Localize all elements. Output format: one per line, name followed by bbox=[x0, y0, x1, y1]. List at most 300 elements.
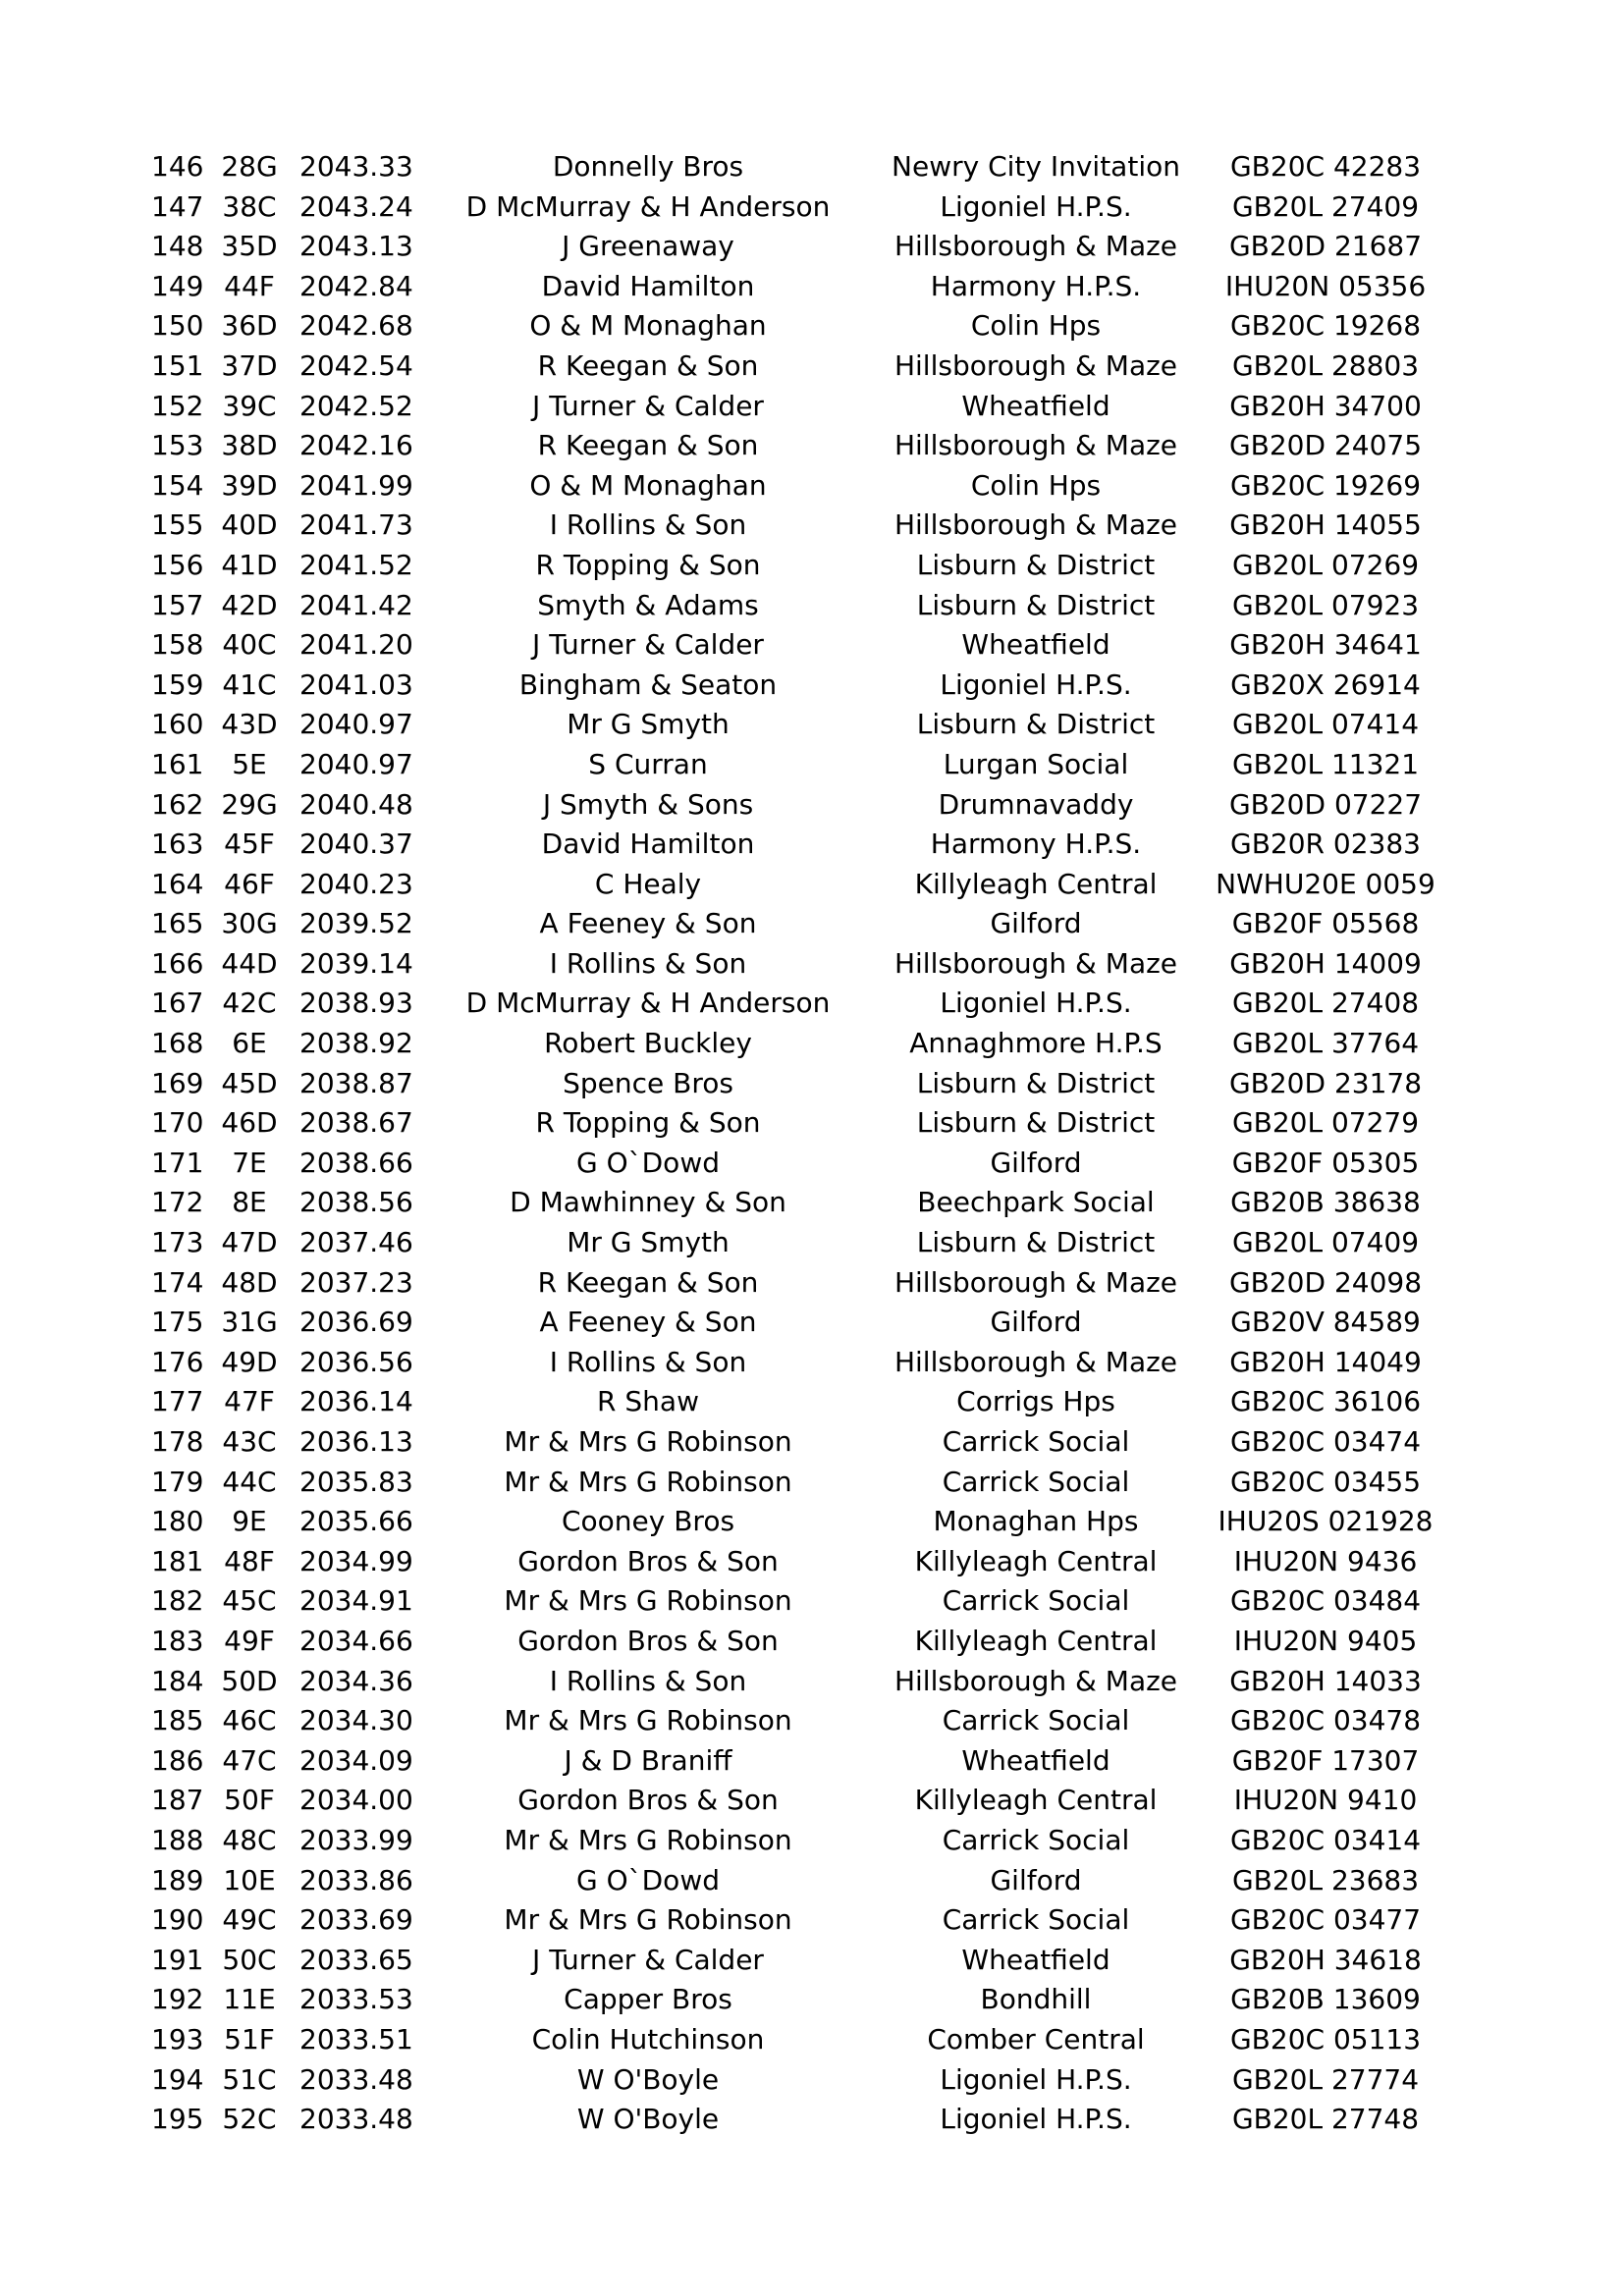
name-cell: Mr G Smyth bbox=[567, 1226, 730, 1259]
position-cell: 192 bbox=[151, 1983, 204, 2016]
table-row bbox=[137, 227, 1423, 267]
club-cell: Lisburn & District bbox=[916, 548, 1156, 581]
position-cell: 174 bbox=[151, 1265, 204, 1299]
table-row bbox=[137, 1183, 1421, 1223]
table-row bbox=[137, 1223, 1420, 1263]
ring-cell: GB20L 27408 bbox=[1231, 987, 1420, 1020]
club-cell: Lisburn & District bbox=[916, 1106, 1156, 1140]
name-cell: A Feeney & Son bbox=[539, 907, 757, 940]
club-cell: Lisburn & District bbox=[916, 1066, 1156, 1099]
club-cell: Lisburn & District bbox=[916, 1226, 1156, 1259]
position-cell: 193 bbox=[151, 2022, 204, 2056]
name-cell: Donnelly Bros bbox=[552, 150, 744, 183]
velocity-cell: 2033.48 bbox=[299, 2103, 413, 2136]
velocity-cell: 2036.14 bbox=[299, 1385, 413, 1418]
velocity-cell: 2035.66 bbox=[299, 1505, 413, 1538]
position-cell: 177 bbox=[151, 1385, 204, 1418]
ring-cell: GB20H 14049 bbox=[1229, 1345, 1422, 1378]
club-cell: Harmony H.P.S. bbox=[930, 269, 1142, 302]
table-row bbox=[137, 1382, 1422, 1422]
club-cell: Killyleagh Central bbox=[914, 1544, 1158, 1577]
ring-cell: GB20B 13609 bbox=[1230, 1983, 1421, 2016]
ring-cell: GB20H 14009 bbox=[1229, 946, 1422, 980]
ring-cell: GB20C 03477 bbox=[1229, 1903, 1422, 1937]
club-cell: Hillsborough & Maze bbox=[893, 1265, 1178, 1299]
table-row bbox=[137, 1303, 1421, 1343]
position-cell: 161 bbox=[151, 747, 204, 780]
club-cell: Hillsborough & Maze bbox=[893, 508, 1178, 542]
table-row bbox=[137, 2020, 1422, 2060]
table-row bbox=[137, 944, 1422, 985]
velocity-cell: 2043.13 bbox=[299, 230, 413, 263]
pen-cell: 6E bbox=[232, 1027, 267, 1060]
velocity-cell: 2041.52 bbox=[299, 548, 413, 581]
name-cell: J & D Braniff bbox=[564, 1743, 732, 1777]
pen-cell: 47C bbox=[222, 1743, 277, 1777]
position-cell: 195 bbox=[151, 2103, 204, 2136]
name-cell: O & M Monaghan bbox=[529, 468, 767, 502]
club-cell: Ligoniel H.P.S. bbox=[940, 2103, 1132, 2136]
velocity-cell: 2041.42 bbox=[299, 588, 413, 621]
velocity-cell: 2034.91 bbox=[299, 1584, 413, 1618]
name-cell: David Hamilton bbox=[541, 269, 755, 302]
table-row bbox=[137, 1502, 1434, 1542]
table-row bbox=[137, 1861, 1420, 1901]
pen-cell: 48D bbox=[221, 1265, 278, 1299]
pen-cell: 42C bbox=[222, 987, 277, 1020]
velocity-cell: 2042.16 bbox=[299, 429, 413, 462]
pen-cell: 48F bbox=[224, 1544, 275, 1577]
name-cell: Gordon Bros & Son bbox=[517, 1544, 779, 1577]
club-cell: Hillsborough & Maze bbox=[893, 1664, 1178, 1697]
pen-cell: 37D bbox=[221, 348, 278, 382]
velocity-cell: 2035.83 bbox=[299, 1465, 413, 1498]
ring-cell: GB20C 42283 bbox=[1229, 150, 1422, 183]
ring-cell: GB20L 37764 bbox=[1231, 1027, 1420, 1060]
club-cell: Wheatfield bbox=[961, 628, 1110, 662]
ring-cell: GB20C 05113 bbox=[1229, 2022, 1422, 2056]
position-cell: 146 bbox=[151, 150, 204, 183]
velocity-cell: 2036.13 bbox=[299, 1425, 413, 1458]
ring-cell: GB20D 21687 bbox=[1228, 230, 1423, 263]
name-cell: I Rollins & Son bbox=[549, 1345, 747, 1378]
ring-cell: IHU20N 9436 bbox=[1233, 1544, 1418, 1577]
table-row bbox=[137, 1900, 1422, 1941]
ring-cell: GB20F 17307 bbox=[1231, 1743, 1420, 1777]
table-row bbox=[137, 984, 1420, 1024]
velocity-cell: 2038.93 bbox=[299, 987, 413, 1020]
ring-cell: GB20L 07923 bbox=[1231, 588, 1420, 621]
ring-cell: NWHU20E 0059 bbox=[1216, 867, 1435, 900]
pen-cell: 36D bbox=[221, 309, 278, 343]
position-cell: 172 bbox=[151, 1186, 204, 1219]
ring-cell: GB20H 34618 bbox=[1229, 1943, 1422, 1976]
position-cell: 188 bbox=[151, 1823, 204, 1856]
table-row bbox=[137, 2100, 1420, 2140]
velocity-cell: 2042.54 bbox=[299, 348, 413, 382]
velocity-cell: 2037.23 bbox=[299, 1265, 413, 1299]
position-cell: 194 bbox=[151, 2062, 204, 2096]
pen-cell: 39C bbox=[222, 389, 277, 422]
velocity-cell: 2043.33 bbox=[299, 150, 413, 183]
name-cell: D Mawhinney & Son bbox=[510, 1186, 786, 1219]
velocity-cell: 2039.14 bbox=[299, 946, 413, 980]
name-cell: W O'Boyle bbox=[576, 2103, 720, 2136]
club-cell: Carrick Social bbox=[942, 1823, 1130, 1856]
club-cell: Ligoniel H.P.S. bbox=[940, 987, 1132, 1020]
ring-cell: GB20V 84589 bbox=[1230, 1306, 1421, 1339]
position-cell: 170 bbox=[151, 1106, 204, 1140]
velocity-cell: 2033.51 bbox=[299, 2022, 413, 2056]
table-row bbox=[137, 1581, 1422, 1622]
club-cell: Killyleagh Central bbox=[914, 867, 1158, 900]
table-row bbox=[137, 347, 1420, 387]
ring-cell: GB20C 36106 bbox=[1229, 1385, 1422, 1418]
velocity-cell: 2042.84 bbox=[299, 269, 413, 302]
club-cell: Wheatfield bbox=[961, 389, 1110, 422]
velocity-cell: 2040.97 bbox=[299, 747, 413, 780]
name-cell: R Keegan & Son bbox=[537, 348, 759, 382]
table-row bbox=[137, 1463, 1422, 1503]
name-cell: G O`Dowd bbox=[575, 1146, 720, 1179]
pen-cell: 43D bbox=[221, 708, 278, 741]
position-cell: 160 bbox=[151, 708, 204, 741]
pen-cell: 30G bbox=[221, 907, 278, 940]
position-cell: 187 bbox=[151, 1784, 204, 1817]
pen-cell: 29G bbox=[221, 787, 278, 821]
ring-cell: GB20C 19269 bbox=[1229, 468, 1422, 502]
pen-cell: 7E bbox=[232, 1146, 267, 1179]
club-cell: Ligoniel H.P.S. bbox=[940, 667, 1132, 701]
pen-cell: 38C bbox=[222, 189, 277, 223]
table-row bbox=[137, 1662, 1422, 1702]
club-cell: Gilford bbox=[990, 1146, 1082, 1179]
pen-cell: 46D bbox=[221, 1106, 278, 1140]
pen-cell: 43C bbox=[222, 1425, 277, 1458]
table-row bbox=[137, 904, 1420, 944]
club-cell: Hillsborough & Maze bbox=[893, 230, 1178, 263]
position-cell: 151 bbox=[151, 348, 204, 382]
ring-cell: GB20D 07227 bbox=[1228, 787, 1423, 821]
velocity-cell: 2038.66 bbox=[299, 1146, 413, 1179]
velocity-cell: 2041.73 bbox=[299, 508, 413, 542]
table-row bbox=[137, 1064, 1423, 1104]
position-cell: 183 bbox=[151, 1624, 204, 1657]
name-cell: G O`Dowd bbox=[575, 1863, 720, 1896]
name-cell: J Greenaway bbox=[562, 230, 734, 263]
name-cell: Smyth & Adams bbox=[537, 588, 759, 621]
velocity-cell: 2041.03 bbox=[299, 667, 413, 701]
velocity-cell: 2034.30 bbox=[299, 1704, 413, 1737]
pen-cell: 46C bbox=[222, 1704, 277, 1737]
name-cell: Robert Buckley bbox=[544, 1027, 752, 1060]
position-cell: 191 bbox=[151, 1943, 204, 1976]
club-cell: Ligoniel H.P.S. bbox=[940, 2062, 1132, 2096]
position-cell: 173 bbox=[151, 1226, 204, 1259]
name-cell: Bingham & Seaton bbox=[518, 667, 778, 701]
name-cell: D McMurray & H Anderson bbox=[465, 189, 831, 223]
velocity-cell: 2037.46 bbox=[299, 1226, 413, 1259]
ring-cell: GB20L 23683 bbox=[1231, 1863, 1420, 1896]
velocity-cell: 2042.52 bbox=[299, 389, 413, 422]
table-row bbox=[137, 1024, 1420, 1064]
name-cell: S Curran bbox=[588, 747, 708, 780]
table-row bbox=[137, 426, 1423, 466]
position-cell: 164 bbox=[151, 867, 204, 900]
pen-cell: 42D bbox=[221, 588, 278, 621]
ring-cell: GB20D 23178 bbox=[1228, 1066, 1423, 1099]
pen-cell: 41C bbox=[222, 667, 277, 701]
table-row bbox=[137, 1263, 1423, 1304]
velocity-cell: 2040.23 bbox=[299, 867, 413, 900]
position-cell: 150 bbox=[151, 309, 204, 343]
pen-cell: 46F bbox=[224, 867, 275, 900]
pen-cell: 10E bbox=[223, 1863, 276, 1896]
pen-cell: 44C bbox=[222, 1465, 277, 1498]
position-cell: 155 bbox=[151, 508, 204, 542]
velocity-cell: 2033.65 bbox=[299, 1943, 413, 1976]
position-cell: 158 bbox=[151, 628, 204, 662]
ring-cell: GB20L 07414 bbox=[1231, 708, 1420, 741]
pen-cell: 50D bbox=[221, 1664, 278, 1697]
ring-cell: IHU20N 9405 bbox=[1233, 1624, 1418, 1657]
position-cell: 163 bbox=[151, 828, 204, 861]
ring-cell: GB20C 03478 bbox=[1229, 1704, 1422, 1737]
pen-cell: 52C bbox=[222, 2103, 277, 2136]
velocity-cell: 2039.52 bbox=[299, 907, 413, 940]
ring-cell: IHU20S 021928 bbox=[1218, 1505, 1434, 1538]
ring-cell: GB20H 14055 bbox=[1229, 508, 1422, 542]
pen-cell: 50F bbox=[224, 1784, 275, 1817]
name-cell: Gordon Bros & Son bbox=[517, 1624, 779, 1657]
pen-cell: 48C bbox=[222, 1823, 277, 1856]
ring-cell: GB20L 07279 bbox=[1231, 1106, 1420, 1140]
club-cell: Killyleagh Central bbox=[914, 1624, 1158, 1657]
name-cell: David Hamilton bbox=[541, 828, 755, 861]
position-cell: 167 bbox=[151, 987, 204, 1020]
name-cell: Mr G Smyth bbox=[567, 708, 730, 741]
name-cell: Mr & Mrs G Robinson bbox=[504, 1903, 792, 1937]
pen-cell: 49C bbox=[222, 1903, 277, 1937]
ring-cell: GB20L 27409 bbox=[1231, 189, 1420, 223]
position-cell: 182 bbox=[151, 1584, 204, 1618]
name-cell: Mr & Mrs G Robinson bbox=[504, 1584, 792, 1618]
position-cell: 186 bbox=[151, 1743, 204, 1777]
position-cell: 175 bbox=[151, 1306, 204, 1339]
position-cell: 147 bbox=[151, 189, 204, 223]
name-cell: Mr & Mrs G Robinson bbox=[504, 1704, 792, 1737]
position-cell: 148 bbox=[151, 230, 204, 263]
position-cell: 181 bbox=[151, 1544, 204, 1577]
velocity-cell: 2041.99 bbox=[299, 468, 413, 502]
velocity-cell: 2040.97 bbox=[299, 708, 413, 741]
pen-cell: 49F bbox=[224, 1624, 275, 1657]
club-cell: Hillsborough & Maze bbox=[893, 1345, 1178, 1378]
club-cell: Carrick Social bbox=[942, 1704, 1130, 1737]
club-cell: Lisburn & District bbox=[916, 588, 1156, 621]
position-cell: 162 bbox=[151, 787, 204, 821]
position-cell: 156 bbox=[151, 548, 204, 581]
club-cell: Hillsborough & Maze bbox=[893, 429, 1178, 462]
position-cell: 189 bbox=[151, 1863, 204, 1896]
pen-cell: 40C bbox=[222, 628, 277, 662]
position-cell: 153 bbox=[151, 429, 204, 462]
velocity-cell: 2038.67 bbox=[299, 1106, 413, 1140]
position-cell: 168 bbox=[151, 1027, 204, 1060]
ring-cell: GB20C 03414 bbox=[1229, 1823, 1422, 1856]
ring-cell: GB20F 05305 bbox=[1231, 1146, 1420, 1179]
pen-cell: 9E bbox=[232, 1505, 267, 1538]
pen-cell: 41D bbox=[221, 548, 278, 581]
results-table bbox=[137, 147, 1435, 2140]
club-cell: Harmony H.P.S. bbox=[930, 828, 1142, 861]
ring-cell: GB20L 27774 bbox=[1231, 2062, 1420, 2096]
ring-cell: GB20H 14033 bbox=[1229, 1664, 1422, 1697]
name-cell: R Keegan & Son bbox=[537, 1265, 759, 1299]
club-cell: Drumnavaddy bbox=[938, 787, 1134, 821]
table-row bbox=[137, 865, 1435, 905]
club-cell: Gilford bbox=[990, 1306, 1082, 1339]
position-cell: 166 bbox=[151, 946, 204, 980]
pen-cell: 35D bbox=[221, 230, 278, 263]
pen-cell: 45D bbox=[221, 1066, 278, 1099]
club-cell: Carrick Social bbox=[942, 1903, 1130, 1937]
pen-cell: 5E bbox=[232, 747, 267, 780]
table-row bbox=[137, 1103, 1420, 1144]
club-cell: Corrigs Hps bbox=[956, 1385, 1115, 1418]
velocity-cell: 2043.24 bbox=[299, 189, 413, 223]
name-cell: Colin Hutchinson bbox=[531, 2022, 765, 2056]
pen-cell: 40D bbox=[221, 508, 278, 542]
velocity-cell: 2040.48 bbox=[299, 787, 413, 821]
table-row bbox=[137, 1542, 1418, 1582]
ring-cell: GB20L 27748 bbox=[1231, 2103, 1420, 2136]
name-cell: Mr & Mrs G Robinson bbox=[504, 1823, 792, 1856]
name-cell: R Keegan & Son bbox=[537, 429, 759, 462]
table-row bbox=[137, 625, 1422, 666]
ring-cell: GB20L 07409 bbox=[1231, 1226, 1420, 1259]
name-cell: J Turner & Calder bbox=[532, 1943, 764, 1976]
position-cell: 159 bbox=[151, 667, 204, 701]
pen-cell: 44D bbox=[221, 946, 278, 980]
table-row bbox=[137, 785, 1423, 826]
table-row bbox=[137, 705, 1420, 745]
position-cell: 152 bbox=[151, 389, 204, 422]
velocity-cell: 2036.69 bbox=[299, 1306, 413, 1339]
velocity-cell: 2033.99 bbox=[299, 1823, 413, 1856]
ring-cell: GB20H 34641 bbox=[1229, 628, 1422, 662]
position-cell: 185 bbox=[151, 1704, 204, 1737]
pen-cell: 45C bbox=[222, 1584, 277, 1618]
ring-cell: GB20C 03474 bbox=[1229, 1425, 1422, 1458]
ring-cell: GB20X 26914 bbox=[1230, 667, 1421, 701]
name-cell: I Rollins & Son bbox=[549, 1664, 747, 1697]
pen-cell: 47D bbox=[221, 1226, 278, 1259]
name-cell: R Topping & Son bbox=[535, 1106, 761, 1140]
name-cell: I Rollins & Son bbox=[549, 946, 747, 980]
ring-cell: GB20C 03455 bbox=[1229, 1465, 1422, 1498]
table-row bbox=[137, 1980, 1421, 2020]
table-row bbox=[137, 1941, 1422, 1981]
name-cell: Capper Bros bbox=[564, 1983, 732, 2016]
ring-cell: GB20L 07269 bbox=[1231, 548, 1420, 581]
name-cell: I Rollins & Son bbox=[549, 508, 747, 542]
club-cell: Monaghan Hps bbox=[933, 1505, 1139, 1538]
club-cell: Bondhill bbox=[980, 1983, 1092, 2016]
table-row bbox=[137, 1701, 1422, 1741]
velocity-cell: 2038.56 bbox=[299, 1186, 413, 1219]
club-cell: Carrick Social bbox=[942, 1584, 1130, 1618]
club-cell: Newry City Invitation bbox=[892, 150, 1180, 183]
club-cell: Beechpark Social bbox=[917, 1186, 1155, 1219]
pen-cell: 44F bbox=[224, 269, 275, 302]
position-cell: 178 bbox=[151, 1425, 204, 1458]
velocity-cell: 2034.36 bbox=[299, 1664, 413, 1697]
position-cell: 149 bbox=[151, 269, 204, 302]
position-cell: 176 bbox=[151, 1345, 204, 1378]
pen-cell: 39D bbox=[221, 468, 278, 502]
pen-cell: 11E bbox=[223, 1983, 276, 2016]
pen-cell: 51F bbox=[224, 2022, 275, 2056]
club-cell: Wheatfield bbox=[961, 1743, 1110, 1777]
name-cell: Gordon Bros & Son bbox=[517, 1784, 779, 1817]
club-cell: Killyleagh Central bbox=[914, 1784, 1158, 1817]
table-row bbox=[137, 745, 1420, 785]
pen-cell: 51C bbox=[222, 2062, 277, 2096]
velocity-cell: 2034.09 bbox=[299, 1743, 413, 1777]
club-cell: Hillsborough & Maze bbox=[893, 348, 1178, 382]
club-cell: Annaghmore H.P.S bbox=[909, 1027, 1163, 1060]
velocity-cell: 2033.53 bbox=[299, 1983, 413, 2016]
velocity-cell: 2034.66 bbox=[299, 1624, 413, 1657]
velocity-cell: 2033.86 bbox=[299, 1863, 413, 1896]
ring-cell: GB20L 28803 bbox=[1231, 348, 1420, 382]
club-cell: Lisburn & District bbox=[916, 708, 1156, 741]
pen-cell: 28G bbox=[221, 150, 278, 183]
position-cell: 190 bbox=[151, 1903, 204, 1937]
ring-cell: GB20D 24098 bbox=[1228, 1265, 1423, 1299]
name-cell: O & M Monaghan bbox=[529, 309, 767, 343]
club-cell: Gilford bbox=[990, 907, 1082, 940]
club-cell: Ligoniel H.P.S. bbox=[940, 189, 1132, 223]
table-row bbox=[137, 1343, 1422, 1383]
position-cell: 184 bbox=[151, 1664, 204, 1697]
table-row bbox=[137, 147, 1422, 187]
ring-cell: IHU20N 05356 bbox=[1224, 269, 1427, 302]
velocity-cell: 2040.37 bbox=[299, 828, 413, 861]
pen-cell: 45F bbox=[224, 828, 275, 861]
ring-cell: GB20C 03484 bbox=[1229, 1584, 1422, 1618]
name-cell: R Topping & Son bbox=[535, 548, 761, 581]
club-cell: Hillsborough & Maze bbox=[893, 946, 1178, 980]
position-cell: 171 bbox=[151, 1146, 204, 1179]
club-cell: Comber Central bbox=[927, 2022, 1145, 2056]
name-cell: D McMurray & H Anderson bbox=[465, 987, 831, 1020]
velocity-cell: 2038.87 bbox=[299, 1066, 413, 1099]
table-row bbox=[137, 1622, 1418, 1662]
table-row bbox=[137, 825, 1421, 865]
table-row bbox=[137, 306, 1422, 347]
pen-cell: 8E bbox=[232, 1186, 267, 1219]
table-row bbox=[137, 546, 1420, 586]
velocity-cell: 2038.92 bbox=[299, 1027, 413, 1060]
name-cell: J Turner & Calder bbox=[532, 389, 764, 422]
pen-cell: 38D bbox=[221, 429, 278, 462]
position-cell: 165 bbox=[151, 907, 204, 940]
velocity-cell: 2034.99 bbox=[299, 1544, 413, 1577]
velocity-cell: 2036.56 bbox=[299, 1345, 413, 1378]
table-row bbox=[137, 1422, 1422, 1463]
